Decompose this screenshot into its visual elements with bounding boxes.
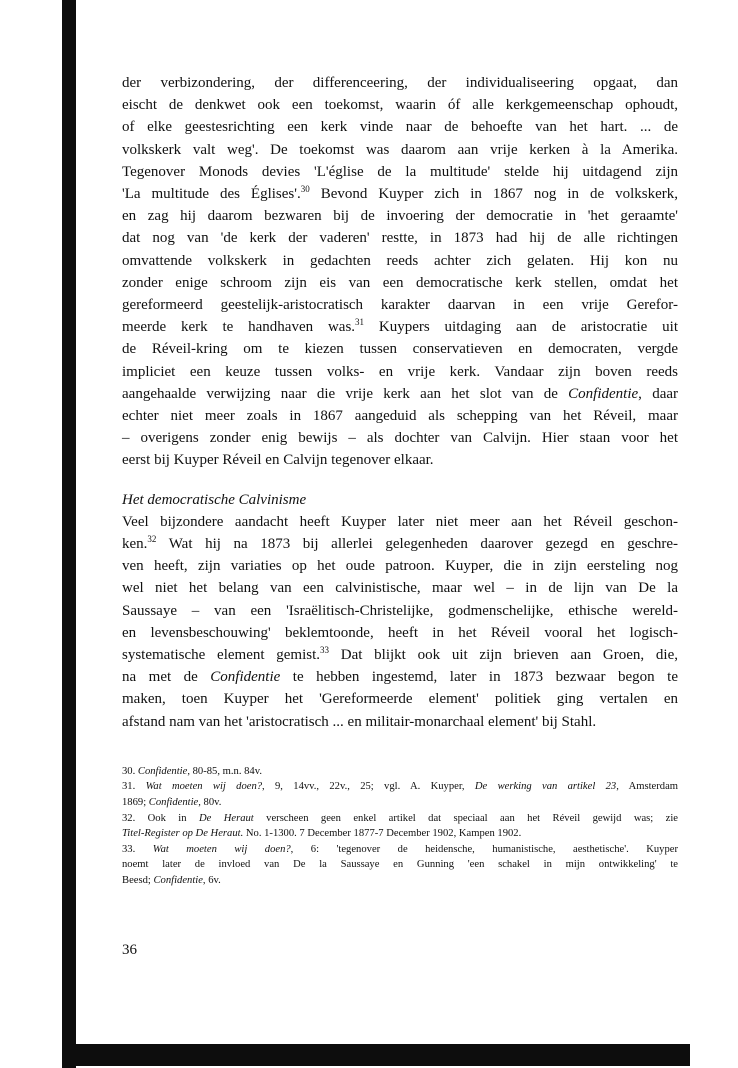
text-line: systematische element gemist.$^{33}$ Dat blijkt ook uit zijn brieven aan Groen, die,	[122, 645, 678, 664]
text-line: aangehaalde verwijzing naar die vrije kerk aan het slot van de Confidentie, daar	[122, 385, 679, 402]
text-line: 'La multitude des Églises'.$^{30}$ Bevond Kuyper zich in 1867 nog in de volkskerk,	[122, 184, 679, 203]
footnote-line: 1869; Confidentie, 80v.	[122, 797, 222, 809]
italic-title: Titel-Register op De Heraut.	[122, 828, 244, 840]
footnote-marker: 30	[300, 184, 310, 195]
text-line: – overigens zonder enig bewijs – als dochter van Calvijn. Hier staan voor het	[122, 430, 678, 447]
footnote-line: 31. Wat moeten wij doen?, 9, 14vv., 22v., 25; vgl. A. Kuyper, De werking van artikel 23, Amsterdam	[122, 781, 679, 793]
italic-title: Confidentie	[568, 385, 639, 402]
text-line: na met de Confidentie te hebben ingestemd, later in 1873 bezwaar begon te	[122, 669, 678, 686]
text-line: Tegenover Monods devies 'L'église de la multitude' stelde hij uitdagend zijn	[122, 163, 678, 180]
footnote-line: 30. Confidentie, 80-85, m.n. 84v.	[122, 765, 262, 777]
footnote-line: 33. Wat moeten wij doen?, 6: 'tegenover de heidensche, humanistische, aesthetische'. Kuyper	[122, 843, 679, 855]
section-heading: Het democratische Calvinisme	[122, 491, 307, 508]
text-line: Saussaye – van een 'Israëlitisch-Christelijke, godmenschelijke, ethische wereld-	[122, 602, 678, 619]
italic-title: Wat moeten wij doen?	[145, 781, 263, 793]
footnote	[122, 764, 678, 780]
footnotes	[122, 764, 678, 889]
text-line: impliciet een keuze tussen volks- en vrije kerk. Vandaar zijn boven reeds	[122, 363, 678, 380]
italic-title: Confidentie	[153, 875, 203, 887]
body-paragraph-1	[122, 72, 678, 472]
text-line: zonder enige schroom zijn eis van een democratische kerk stellen, omdat het	[122, 274, 678, 291]
italic-title: De werking van artikel 23	[474, 781, 617, 793]
footnote	[122, 811, 678, 842]
footnote	[122, 779, 678, 810]
text-line: gereformeerd geestelijk-aristocratisch karakter daarvan in een vrije Gerefor-	[122, 297, 678, 314]
text-line: omvattende volkskerk in gedachten reeds achter zich gelaten. Hij kon nu	[122, 252, 678, 269]
text-line: de Réveil-kring om te kiezen tussen conservatieven en democraten, vergde	[122, 341, 678, 358]
text-line: en levensbeschouwing' beklemtoonde, heeft in het Réveil vooral het logisch-	[122, 624, 678, 641]
italic-title: Wat moeten wij doen?	[152, 843, 291, 855]
text-line: wel niet het belang van een calvinistische, maar wel – in de lijn van De la	[122, 580, 678, 597]
text-line: echter niet meer zoals in 1867 aangeduid als schepping van het Réveil, maar	[122, 408, 678, 425]
scan-edge-bottom	[62, 1044, 690, 1066]
text-line: eerst bij Kuyper Réveil en Calvijn tegenover elkaar.	[122, 452, 434, 469]
text-line: maken, toen Kuyper het 'Gereformeerde element' politiek ging vertalen en	[122, 691, 678, 708]
italic-title: Confidentie	[148, 797, 199, 809]
footnote-line: Beesd; Confidentie, 6v.	[122, 875, 221, 887]
italic-title: Confidentie	[137, 765, 188, 777]
italic-title: Confidentie	[210, 669, 281, 686]
text-line: eischt de denkwet ook een toekomst, waarin óf alle kerkgemeenschap ophoudt,	[122, 97, 678, 114]
text-line: dat nog van 'de kerk der vaderen' restte, in 1873 had hij de alle richtingen	[122, 230, 678, 247]
text-line: of elke geestesrichting een kerk vinde naar de behoefte van het hart. ... de	[122, 119, 678, 136]
text-line: ven heeft, zijn variaties op het oude patroon. Kuyper, die in zijn eersteling nog	[122, 558, 678, 575]
text-line: afstand nam van het 'aristocratisch ... en militair-monarchaal element' bij Stahl.	[122, 713, 597, 730]
page-number: 36	[122, 941, 137, 958]
text-line: ken.$^{32}$ Wat hij na 1873 bij allerlei gelegenheden daarover gezegd en geschre-	[122, 534, 678, 553]
footnote	[122, 842, 678, 889]
text-line: en zag hij daarom bezwaren bij de invoering der democratie in 'het geraamte'	[122, 208, 678, 225]
body-paragraph-2	[122, 511, 678, 733]
footnote-marker: 33	[320, 645, 330, 656]
footnote-marker: 31	[355, 317, 365, 328]
text-line: Veel bijzondere aandacht heeft Kuyper later niet meer aan het Réveil geschon-	[122, 513, 678, 530]
italic-title: De Heraut	[198, 812, 254, 824]
text-line: volkskerk valt weg'. De toekomst was daarom aan vrije kerken à la Amerika.	[122, 141, 678, 158]
footnote-line: 32. Ook in De Heraut verscheen geen enkel artikel dat speciaal aan het Réveil gewijd was; zie	[122, 812, 678, 824]
footnote-marker: 32	[147, 534, 157, 545]
text-line: meerde kerk te handhaven was.$^{31}$ Kuypers uitdaging aan de aristocratie uit	[122, 317, 678, 336]
scan-edge-left	[62, 0, 76, 1068]
page-content	[122, 72, 678, 960]
footnote-line: Titel-Register op De Heraut. No. 1-1300. 7 December 1877-7 December 1902, Kampen 1902.	[122, 828, 522, 840]
footnote-line: noemt later de invloed van De la Saussaye en Gunning 'een schakel in mijn ontwikkeling' te	[122, 859, 678, 871]
text-line: der verbizondering, der differenceering, der individualiseering opgaat, dan	[122, 75, 678, 91]
